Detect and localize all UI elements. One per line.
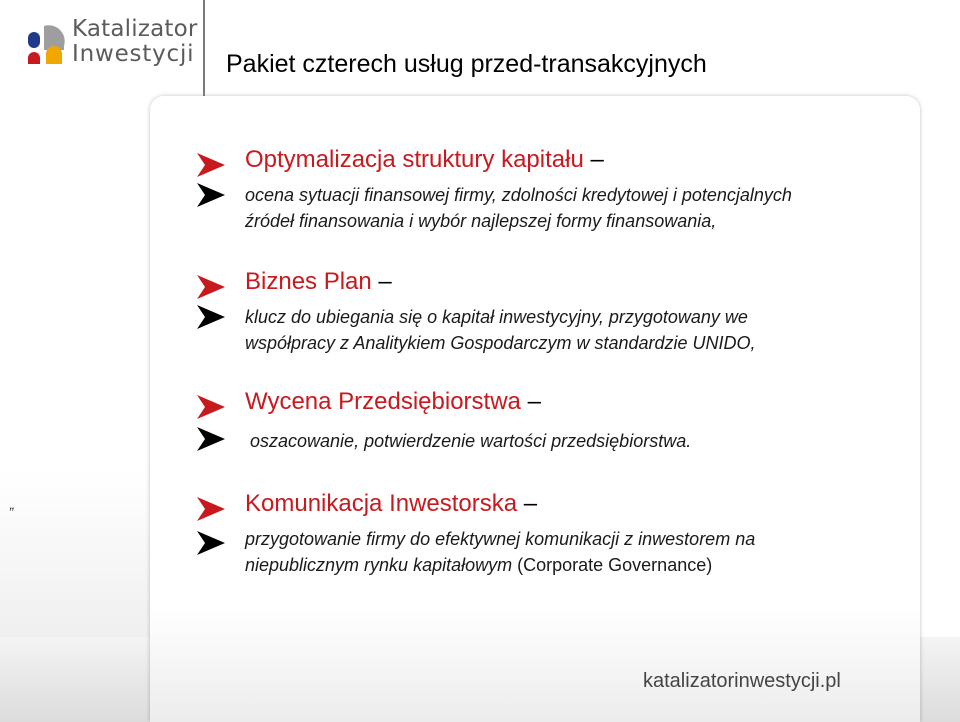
- company-logo: [22, 16, 198, 80]
- heading-dash: –: [590, 146, 604, 173]
- section-description: [250, 428, 691, 454]
- description-line: współpracy z Analitykiem Gospodarczym w standardzie UNIDO,: [245, 333, 756, 353]
- section-heading-text: Komunikacja Inwestorska: [245, 490, 518, 517]
- section-description: [245, 182, 792, 234]
- section-bullets: [196, 496, 232, 556]
- header-divider: [203, 0, 205, 96]
- logo-line-2: Inwestycji: [72, 41, 195, 67]
- section-description: [245, 304, 756, 356]
- section-bullets: [196, 274, 232, 330]
- arrowhead-bullet-icon: [196, 274, 226, 300]
- arrowhead-bullet-icon: [196, 152, 226, 178]
- heading-dash: –: [527, 388, 541, 415]
- description-line: ocena sytuacji finansowej firmy, zdolności kredytowej i potencjalnych: [245, 185, 792, 205]
- left-background-shade: [0, 470, 150, 640]
- logo-line-1: Katalizator: [72, 16, 198, 42]
- section-heading: [245, 388, 541, 416]
- footer-website: katalizatorinwestycji.pl: [643, 670, 841, 692]
- description-line: oszacowanie, potwierdzenie wartości przedsiębiorstwa.: [250, 431, 692, 451]
- section-heading-text: Optymalizacja struktury kapitału: [245, 146, 584, 173]
- section-heading-text: Wycena Przedsiębiorstwa: [245, 388, 521, 415]
- arrowhead-bullet-icon: [196, 496, 226, 522]
- side-quote-mark: „: [10, 496, 15, 512]
- arrowhead-bullet-icon: [196, 394, 226, 420]
- arrowhead-bullet-icon: [196, 426, 226, 452]
- description-line: klucz do ubiegania się o kapitał inwestycyjny, przygotowany we: [245, 307, 748, 327]
- logo-text: [72, 18, 198, 66]
- description-line: źródeł finansowania i wybór najlepszej formy finansowania,: [245, 211, 717, 231]
- description-line: przygotowanie firmy do efektywnej komunikacji z inwestorem na: [245, 529, 756, 549]
- heading-dash: –: [523, 490, 538, 517]
- section-bullets: [196, 394, 232, 452]
- page-title: Pakiet czterech usług przed-transakcyjnych: [226, 50, 707, 78]
- section-heading: [245, 146, 604, 174]
- description-line-text: niepublicznym rynku kapitałowym: [245, 555, 513, 575]
- section-heading: [245, 490, 537, 518]
- description-line: [245, 552, 755, 578]
- arrowhead-bullet-icon: [196, 530, 226, 556]
- section-heading-text: Biznes Plan: [245, 268, 372, 295]
- arrowhead-bullet-icon: [196, 182, 226, 208]
- heading-dash: –: [378, 268, 392, 295]
- section-bullets: [196, 152, 232, 208]
- section-description: [245, 526, 755, 578]
- arrowhead-bullet-icon: [196, 304, 226, 330]
- section-heading: [245, 268, 392, 296]
- description-line-suffix: (Corporate Governance): [517, 555, 713, 575]
